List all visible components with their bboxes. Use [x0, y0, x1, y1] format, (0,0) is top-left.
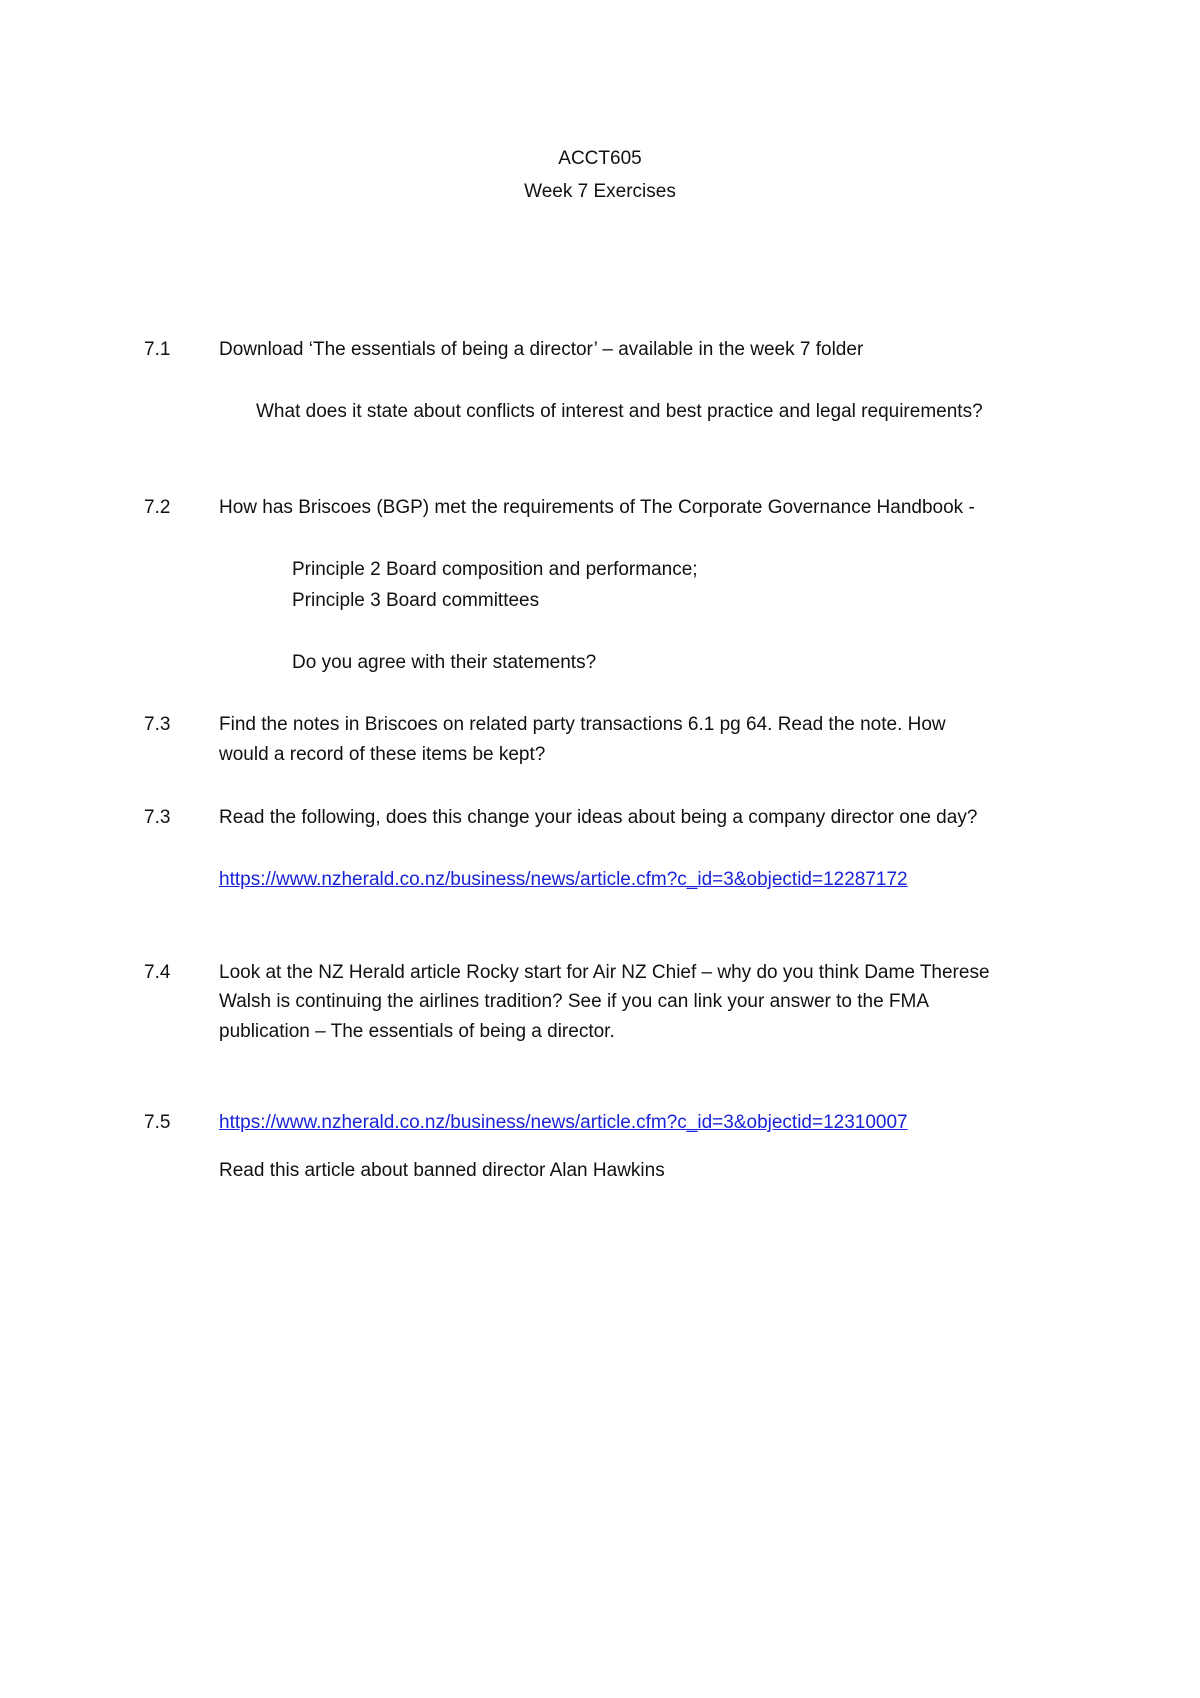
exercise-number: 7.4	[144, 962, 171, 983]
exercise-number: 7.1	[144, 339, 171, 360]
exercise-text-line: publication – The essentials of being a director.	[219, 1021, 615, 1042]
exercise-question: Do you agree with their statements?	[292, 652, 597, 673]
exercise-number: 7.2	[144, 497, 171, 518]
page-title: Week 7 Exercises	[524, 181, 676, 202]
article-link[interactable]: https://www.nzherald.co.nz/business/news/article.cfm?c_id=3&objectid=12287172	[219, 869, 908, 890]
exercise-number: 7.3	[144, 807, 171, 828]
principle-item: Principle 3 Board committees	[292, 590, 540, 611]
exercise-question: What does it state about conflicts of interest and best practice and legal requirements?	[256, 401, 983, 422]
course-code: ACCT605	[558, 148, 642, 169]
exercise-text: Download ‘The essentials of being a director’ – available in the week 7 folder	[219, 339, 864, 360]
exercise-text-line: Find the notes in Briscoes on related party transactions 6.1 pg 64. Read the note. How	[219, 714, 946, 735]
exercise-text: Read this article about banned director Alan Hawkins	[219, 1160, 665, 1181]
exercise-text-line: would a record of these items be kept?	[219, 744, 546, 765]
exercise-number: 7.3	[144, 714, 171, 735]
exercise-text-line: Look at the NZ Herald article Rocky start for Air NZ Chief – why do you think Dame Therese	[219, 962, 990, 983]
exercise-text-line: Walsh is continuing the airlines tradition? See if you can link your answer to the FMA	[219, 991, 930, 1012]
exercise-number: 7.5	[144, 1112, 171, 1133]
article-link[interactable]: https://www.nzherald.co.nz/business/news/article.cfm?c_id=3&objectid=12310007	[219, 1112, 908, 1133]
exercise-text: Read the following, does this change your ideas about being a company director one day?	[219, 807, 978, 828]
principle-item: Principle 2 Board composition and performance;	[292, 559, 698, 580]
exercise-text: How has Briscoes (BGP) met the requirements of The Corporate Governance Handbook -	[219, 497, 975, 518]
